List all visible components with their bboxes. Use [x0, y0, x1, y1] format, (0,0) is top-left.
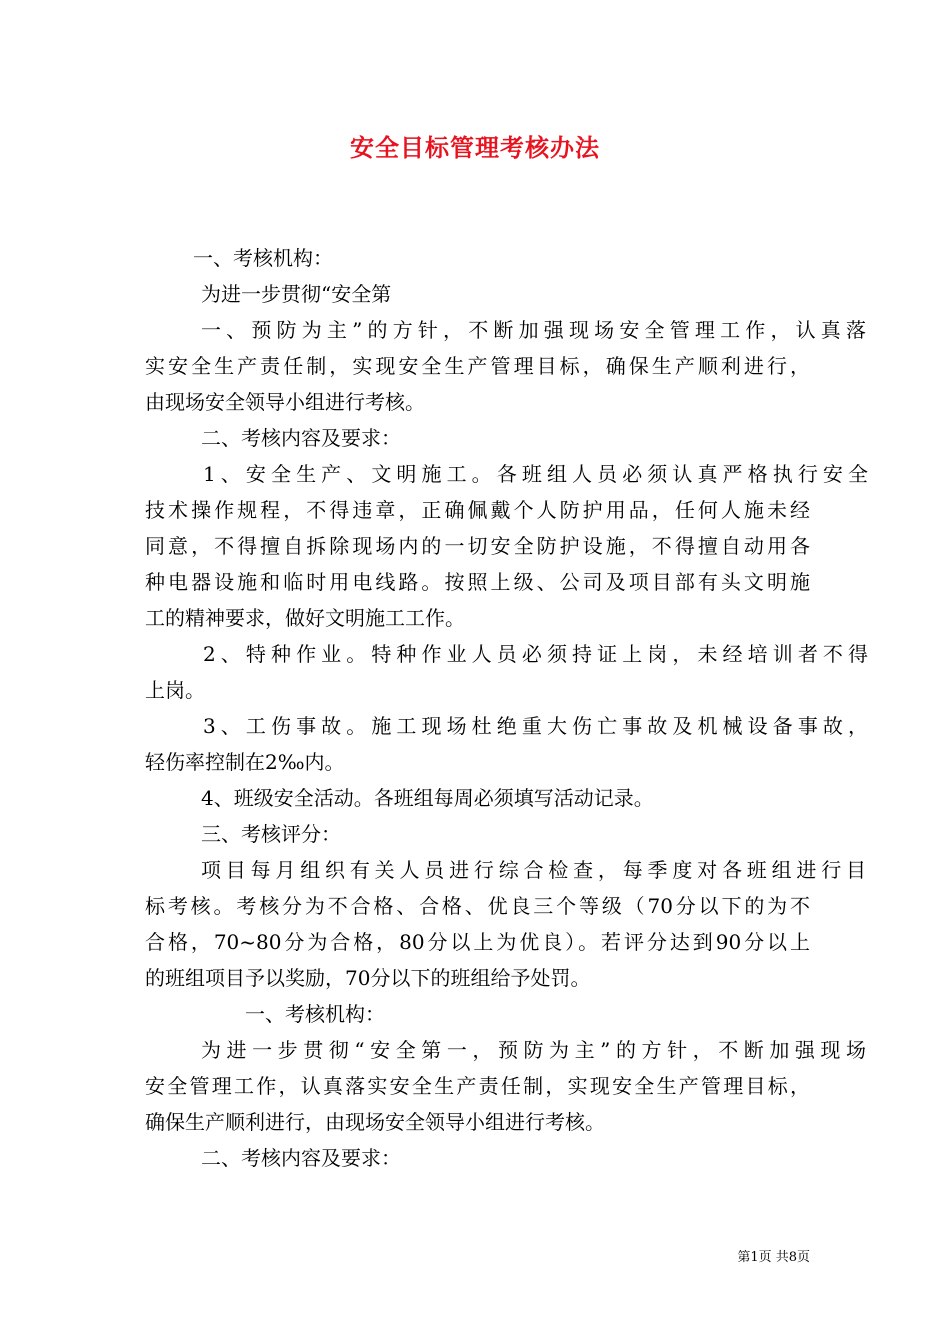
section-heading-organization: 一、考核机构：: [193, 246, 333, 270]
paragraph-line: 确保生产顺利进行，由现场安全领导小组进行考核。: [145, 1110, 605, 1134]
section-heading-content-repeat: 二、考核内容及要求：: [201, 1146, 401, 1170]
paragraph-line: 上岗。: [145, 678, 205, 702]
paragraph-line: 3、工伤事故。施工现场杜绝重大伤亡事故及机械设备事故，: [203, 714, 868, 738]
paragraph-line: 标考核。考核分为不合格、合格、优良三个等级（70分以下的为不: [145, 894, 810, 918]
paragraph-line: 安全管理工作，认真落实安全生产责任制，实现安全生产管理目标，: [145, 1074, 810, 1098]
paragraph-line: 轻伤率控制在2‰内。: [145, 750, 345, 774]
paragraph-line: 为进一步贯彻“安全第一，预防为主”的方针，不断加强现场: [201, 1038, 866, 1062]
paragraph-line: 实安全生产责任制，实现安全生产管理目标，确保生产顺利进行，: [145, 354, 810, 378]
document-body: [145, 240, 868, 1176]
section-heading-scoring: 三、考核评分：: [201, 822, 341, 846]
paragraph-line: 由现场安全领导小组进行考核。: [145, 390, 425, 414]
paragraph-line: 1、安全生产、文明施工。各班组人员必须认真严格执行安全: [203, 462, 868, 486]
page-number: 第1页 共8页: [737, 1250, 810, 1265]
paragraph-line: 的班组项目予以奖励，70分以下的班组给予处罚。: [145, 966, 591, 990]
paragraph-line: 一、预防为主”的方针，不断加强现场安全管理工作，认真落: [201, 318, 866, 342]
section-heading-content: 二、考核内容及要求：: [201, 426, 401, 450]
paragraph-line: 工的精神要求，做好文明施工工作。: [145, 606, 465, 630]
section-heading-organization-repeat: 一、考核机构：: [245, 1002, 385, 1026]
paragraph-line: 技术操作规程，不得违章，正确佩戴个人防护用品，任何人施未经: [145, 498, 810, 522]
paragraph-line: 项目每月组织有关人员进行综合检查，每季度对各班组进行目: [201, 858, 866, 882]
page-title: 安全目标管理考核办法: [350, 133, 600, 162]
paragraph-line: 2、特种作业。特种作业人员必须持证上岗，未经培训者不得: [203, 642, 868, 666]
paragraph-line: 合格，70~80分为合格，80分以上为优良）。若评分达到90分以上: [145, 930, 810, 954]
paragraph-line: 4、班级安全活动。各班组每周必须填写活动记录。: [201, 786, 654, 810]
paragraph-line: 同意，不得擅自拆除现场内的一切安全防护设施，不得擅自动用各: [145, 534, 810, 558]
paragraph-line: 种电器设施和临时用电线路。按照上级、公司及项目部有头文明施: [145, 570, 810, 594]
paragraph-line: 为进一步贯彻“安全第: [201, 282, 392, 306]
